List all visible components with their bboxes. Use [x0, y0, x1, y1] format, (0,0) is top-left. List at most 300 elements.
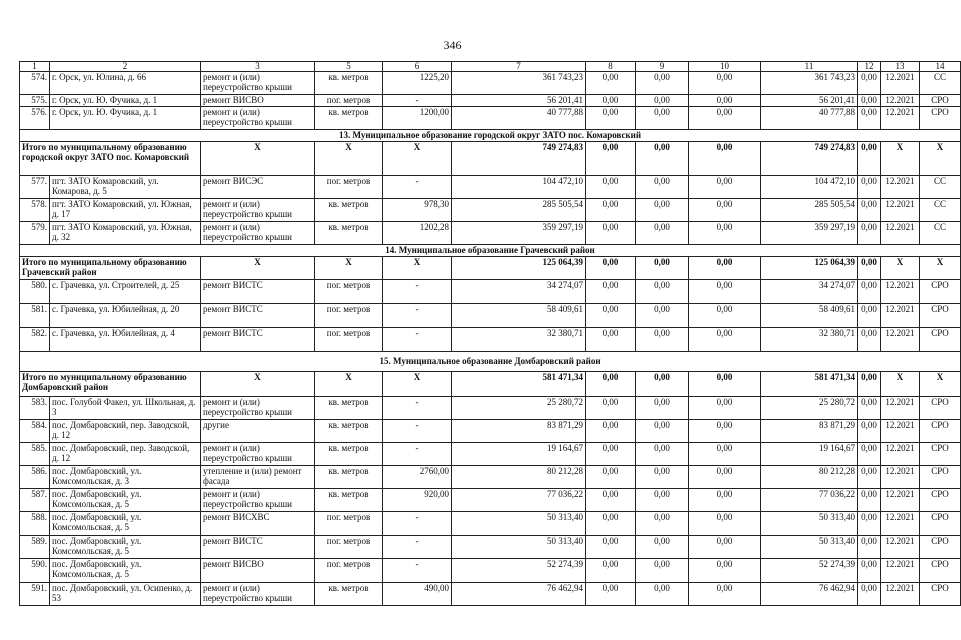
completion-date-cell: 12.2021: [881, 328, 920, 352]
total-x-mark: X: [383, 372, 452, 397]
cost-col-12: 0,00: [858, 443, 881, 466]
total-x-mark: X: [881, 372, 920, 397]
table-row: [20, 489, 961, 512]
row-number: 586.: [20, 466, 50, 489]
cost-col-9: 0,00: [636, 107, 689, 130]
cost-col-12: 0,00: [858, 420, 881, 443]
row-number: 591.: [20, 583, 50, 606]
cost-col-11: 34 274,07: [761, 280, 858, 304]
table-row: [20, 512, 961, 536]
row-number: 575.: [20, 95, 50, 107]
total-col-10: 0,00: [689, 142, 761, 176]
cost-col-12: 0,00: [858, 304, 881, 328]
row-number: 583.: [20, 397, 50, 420]
column-number: 12: [858, 62, 881, 72]
cost-col-9: 0,00: [636, 466, 689, 489]
total-col-12: 0,00: [858, 257, 881, 280]
quantity-cell: -: [383, 397, 452, 420]
cost-col-11: 77 036,22: [761, 489, 858, 512]
total-cost-cell: 76 462,94: [452, 583, 586, 606]
unit-cell: кв. метров: [315, 489, 383, 512]
address-cell: пос. Домбаровский, ул. Комсомольская, д. 5: [50, 536, 201, 559]
table-body: [20, 62, 961, 606]
work-type-cell: ремонт и (или) переустройство крыши: [201, 107, 315, 130]
cost-col-12: 0,00: [858, 583, 881, 606]
cost-col-12: 0,00: [858, 559, 881, 583]
completion-date-cell: 12.2021: [881, 559, 920, 583]
cost-col-9: 0,00: [636, 536, 689, 559]
work-type-cell: ремонт ВИСТС: [201, 280, 315, 304]
total-cost-cell: 581 471,34: [452, 372, 586, 397]
table-row: [20, 222, 961, 245]
cost-col-11: 361 743,23: [761, 72, 858, 95]
section-title: 15. Муниципальное образование Домбаровский район: [20, 352, 961, 372]
work-type-cell: ремонт и (или) переустройство крыши: [201, 583, 315, 606]
unit-cell: пог. метров: [315, 328, 383, 352]
row-number: 576.: [20, 107, 50, 130]
work-type-cell: ремонт и (или) переустройство крыши: [201, 72, 315, 95]
quantity-cell: 1202,28: [383, 222, 452, 245]
cost-col-9: 0,00: [636, 95, 689, 107]
cost-col-12: 0,00: [858, 397, 881, 420]
fund-type-cell: СРО: [920, 95, 961, 107]
fund-type-cell: СРО: [920, 443, 961, 466]
quantity-cell: -: [383, 420, 452, 443]
cost-col-9: 0,00: [636, 397, 689, 420]
quantity-cell: -: [383, 95, 452, 107]
cost-col-11: 58 409,61: [761, 304, 858, 328]
section-title: 14. Муниципальное образование Грачевский район: [20, 245, 961, 257]
cost-col-12: 0,00: [858, 536, 881, 559]
cost-col-11: 40 777,88: [761, 107, 858, 130]
cost-col-8: 0,00: [586, 222, 636, 245]
cost-col-8: 0,00: [586, 489, 636, 512]
column-number: 2: [50, 62, 201, 72]
total-cost-cell: 19 164,67: [452, 443, 586, 466]
fund-type-cell: СРО: [920, 583, 961, 606]
cost-col-10: 0,00: [689, 536, 761, 559]
table-row: [20, 559, 961, 583]
cost-col-9: 0,00: [636, 176, 689, 199]
column-number: 10: [689, 62, 761, 72]
row-number: 582.: [20, 328, 50, 352]
row-number: 577.: [20, 176, 50, 199]
cost-col-12: 0,00: [858, 512, 881, 536]
section-title-row: [20, 245, 961, 257]
capital-repair-table: [19, 61, 961, 606]
total-cost-cell: 40 777,88: [452, 107, 586, 130]
total-cost-cell: 25 280,72: [452, 397, 586, 420]
table-row: [20, 420, 961, 443]
total-x-mark: X: [315, 372, 383, 397]
row-number: 589.: [20, 536, 50, 559]
address-cell: пгт. ЗАТО Комаровский, ул. Южная, д. 32: [50, 222, 201, 245]
quantity-cell: -: [383, 536, 452, 559]
cost-col-9: 0,00: [636, 512, 689, 536]
fund-type-cell: СС: [920, 176, 961, 199]
cost-col-12: 0,00: [858, 199, 881, 222]
work-type-cell: ремонт ВИСВО: [201, 95, 315, 107]
address-cell: г. Орск, ул. Ю. Фучика, д. 1: [50, 95, 201, 107]
address-cell: г. Орск, ул. Ю. Фучика, д. 1: [50, 107, 201, 130]
cost-col-8: 0,00: [586, 466, 636, 489]
total-cost-cell: 359 297,19: [452, 222, 586, 245]
completion-date-cell: 12.2021: [881, 489, 920, 512]
table-row: [20, 304, 961, 328]
fund-type-cell: СРО: [920, 489, 961, 512]
row-number: 584.: [20, 420, 50, 443]
cost-col-8: 0,00: [586, 304, 636, 328]
fund-type-cell: СРО: [920, 420, 961, 443]
cost-col-11: 80 212,28: [761, 466, 858, 489]
address-cell: пос. Голубой Факел, ул. Школьная, д. 3: [50, 397, 201, 420]
address-cell: пгт. ЗАТО Комаровский, ул. Южная, д. 17: [50, 199, 201, 222]
cost-col-8: 0,00: [586, 199, 636, 222]
cost-col-8: 0,00: [586, 328, 636, 352]
cost-col-11: 19 164,67: [761, 443, 858, 466]
completion-date-cell: 12.2021: [881, 397, 920, 420]
cost-col-12: 0,00: [858, 107, 881, 130]
total-x-mark: X: [201, 142, 315, 176]
quantity-cell: -: [383, 280, 452, 304]
completion-date-cell: 12.2021: [881, 420, 920, 443]
cost-col-9: 0,00: [636, 304, 689, 328]
total-col-10: 0,00: [689, 372, 761, 397]
cost-col-10: 0,00: [689, 466, 761, 489]
row-number: 574.: [20, 72, 50, 95]
fund-type-cell: СС: [920, 72, 961, 95]
table-row: [20, 280, 961, 304]
column-number: 3: [201, 62, 315, 72]
unit-cell: кв. метров: [315, 466, 383, 489]
unit-cell: кв. метров: [315, 397, 383, 420]
work-type-cell: другие: [201, 420, 315, 443]
table-row: [20, 199, 961, 222]
section-total-label: Итого по муниципальному образованию Грачевский район: [20, 257, 201, 280]
total-cost-cell: 125 064,39: [452, 257, 586, 280]
row-number: 579.: [20, 222, 50, 245]
column-number-row: [20, 62, 961, 72]
cost-col-11: 359 297,19: [761, 222, 858, 245]
completion-date-cell: 12.2021: [881, 443, 920, 466]
total-cost-cell: 32 380,71: [452, 328, 586, 352]
cost-col-9: 0,00: [636, 489, 689, 512]
total-x-mark: X: [315, 257, 383, 280]
cost-col-11: 76 462,94: [761, 583, 858, 606]
table-row: [20, 443, 961, 466]
completion-date-cell: 12.2021: [881, 536, 920, 559]
unit-cell: кв. метров: [315, 107, 383, 130]
total-cost-cell: 83 871,29: [452, 420, 586, 443]
work-type-cell: ремонт ВИСХВС: [201, 512, 315, 536]
total-cost-cell: 104 472,10: [452, 176, 586, 199]
total-x-mark: X: [920, 257, 961, 280]
cost-col-11: 52 274,39: [761, 559, 858, 583]
cost-col-10: 0,00: [689, 199, 761, 222]
fund-type-cell: СРО: [920, 536, 961, 559]
page-number: 346: [443, 38, 462, 52]
total-cost-cell: 50 313,40: [452, 536, 586, 559]
quantity-cell: 490,00: [383, 583, 452, 606]
section-total-label: Итого по муниципальному образованию городской округ ЗАТО пос. Комаровский: [20, 142, 201, 176]
total-col-9: 0,00: [636, 257, 689, 280]
completion-date-cell: 12.2021: [881, 512, 920, 536]
completion-date-cell: 12.2021: [881, 280, 920, 304]
work-type-cell: утепление и (или) ремонт фасада: [201, 466, 315, 489]
quantity-cell: -: [383, 304, 452, 328]
cost-col-12: 0,00: [858, 466, 881, 489]
total-col-11: 125 064,39: [761, 257, 858, 280]
table-row: [20, 466, 961, 489]
row-number: 585.: [20, 443, 50, 466]
work-type-cell: ремонт ВИСЭС: [201, 176, 315, 199]
quantity-cell: -: [383, 559, 452, 583]
work-type-cell: ремонт и (или) переустройство крыши: [201, 199, 315, 222]
cost-col-11: 104 472,10: [761, 176, 858, 199]
cost-col-10: 0,00: [689, 280, 761, 304]
cost-col-9: 0,00: [636, 583, 689, 606]
fund-type-cell: СРО: [920, 328, 961, 352]
column-number: 11: [761, 62, 858, 72]
unit-cell: пог. метров: [315, 559, 383, 583]
total-cost-cell: 58 409,61: [452, 304, 586, 328]
quantity-cell: 1225,20: [383, 72, 452, 95]
total-x-mark: X: [201, 372, 315, 397]
table-row: [20, 72, 961, 95]
address-cell: пос. Домбаровский, ул. Осипенко, д. 53: [50, 583, 201, 606]
quantity-cell: 1200,00: [383, 107, 452, 130]
section-total-row: [20, 372, 961, 397]
cost-col-9: 0,00: [636, 328, 689, 352]
column-number: 5: [315, 62, 383, 72]
row-number: 578.: [20, 199, 50, 222]
unit-cell: кв. метров: [315, 72, 383, 95]
address-cell: с. Грачевка, ул. Юбилейная, д. 4: [50, 328, 201, 352]
unit-cell: пог. метров: [315, 536, 383, 559]
total-col-11: 749 274,83: [761, 142, 858, 176]
total-cost-cell: 34 274,07: [452, 280, 586, 304]
table-row: [20, 95, 961, 107]
work-type-cell: ремонт ВИСТС: [201, 536, 315, 559]
cost-col-10: 0,00: [689, 222, 761, 245]
cost-col-8: 0,00: [586, 95, 636, 107]
unit-cell: пог. метров: [315, 512, 383, 536]
table-row: [20, 583, 961, 606]
unit-cell: пог. метров: [315, 304, 383, 328]
fund-type-cell: СРО: [920, 107, 961, 130]
cost-col-10: 0,00: [689, 397, 761, 420]
column-number: 13: [881, 62, 920, 72]
column-number: 14: [920, 62, 961, 72]
row-number: 581.: [20, 304, 50, 328]
cost-col-10: 0,00: [689, 72, 761, 95]
completion-date-cell: 12.2021: [881, 176, 920, 199]
address-cell: пос. Домбаровский, ул. Комсомольская, д. 5: [50, 512, 201, 536]
quantity-cell: -: [383, 176, 452, 199]
column-number: 9: [636, 62, 689, 72]
section-title-row: [20, 352, 961, 372]
total-col-12: 0,00: [858, 142, 881, 176]
total-col-8: 0,00: [586, 142, 636, 176]
total-col-12: 0,00: [858, 372, 881, 397]
cost-col-10: 0,00: [689, 95, 761, 107]
completion-date-cell: 12.2021: [881, 304, 920, 328]
completion-date-cell: 12.2021: [881, 466, 920, 489]
cost-col-11: 32 380,71: [761, 328, 858, 352]
total-x-mark: X: [383, 142, 452, 176]
cost-col-9: 0,00: [636, 420, 689, 443]
cost-col-10: 0,00: [689, 176, 761, 199]
completion-date-cell: 12.2021: [881, 107, 920, 130]
cost-col-10: 0,00: [689, 420, 761, 443]
total-cost-cell: 361 743,23: [452, 72, 586, 95]
total-cost-cell: 52 274,39: [452, 559, 586, 583]
cost-col-8: 0,00: [586, 107, 636, 130]
table-row: [20, 328, 961, 352]
fund-type-cell: СРО: [920, 304, 961, 328]
work-type-cell: ремонт и (или) переустройство крыши: [201, 489, 315, 512]
total-col-10: 0,00: [689, 257, 761, 280]
cost-col-9: 0,00: [636, 199, 689, 222]
column-number: 1: [20, 62, 50, 72]
cost-col-10: 0,00: [689, 107, 761, 130]
unit-cell: пог. метров: [315, 280, 383, 304]
unit-cell: кв. метров: [315, 199, 383, 222]
total-x-mark: X: [383, 257, 452, 280]
quantity-cell: -: [383, 443, 452, 466]
unit-cell: кв. метров: [315, 420, 383, 443]
cost-col-9: 0,00: [636, 443, 689, 466]
fund-type-cell: СРО: [920, 466, 961, 489]
cost-col-10: 0,00: [689, 328, 761, 352]
unit-cell: кв. метров: [315, 443, 383, 466]
cost-col-9: 0,00: [636, 72, 689, 95]
cost-col-12: 0,00: [858, 95, 881, 107]
address-cell: пос. Домбаровский, ул. Комсомольская, д. 5: [50, 559, 201, 583]
cost-col-8: 0,00: [586, 443, 636, 466]
cost-col-11: 25 280,72: [761, 397, 858, 420]
cost-col-10: 0,00: [689, 559, 761, 583]
total-cost-cell: 50 313,40: [452, 512, 586, 536]
total-x-mark: X: [920, 372, 961, 397]
address-cell: г. Орск, ул. Юлина, д. 66: [50, 72, 201, 95]
cost-col-12: 0,00: [858, 280, 881, 304]
work-type-cell: ремонт ВИСВО: [201, 559, 315, 583]
total-x-mark: X: [315, 142, 383, 176]
total-cost-cell: 285 505,54: [452, 199, 586, 222]
address-cell: с. Грачевка, ул. Строителей, д. 25: [50, 280, 201, 304]
table-row: [20, 397, 961, 420]
cost-col-8: 0,00: [586, 280, 636, 304]
cost-col-8: 0,00: [586, 420, 636, 443]
cost-col-9: 0,00: [636, 559, 689, 583]
completion-date-cell: 12.2021: [881, 222, 920, 245]
total-col-11: 581 471,34: [761, 372, 858, 397]
cost-col-9: 0,00: [636, 222, 689, 245]
cost-col-10: 0,00: [689, 443, 761, 466]
column-number: 7: [452, 62, 586, 72]
fund-type-cell: СС: [920, 222, 961, 245]
section-title-row: [20, 130, 961, 142]
work-type-cell: ремонт и (или) переустройство крыши: [201, 397, 315, 420]
total-cost-cell: 80 212,28: [452, 466, 586, 489]
cost-col-8: 0,00: [586, 536, 636, 559]
fund-type-cell: СРО: [920, 559, 961, 583]
work-type-cell: ремонт ВИСТС: [201, 304, 315, 328]
row-number: 580.: [20, 280, 50, 304]
address-cell: пос. Домбаровский, пер. Заводской, д. 12: [50, 443, 201, 466]
total-cost-cell: 56 201,41: [452, 95, 586, 107]
cost-col-10: 0,00: [689, 583, 761, 606]
total-x-mark: X: [881, 257, 920, 280]
total-col-9: 0,00: [636, 372, 689, 397]
completion-date-cell: 12.2021: [881, 72, 920, 95]
address-cell: пос. Домбаровский, пер. Заводской, д. 12: [50, 420, 201, 443]
cost-col-8: 0,00: [586, 72, 636, 95]
cost-col-11: 50 313,40: [761, 536, 858, 559]
section-total-row: [20, 142, 961, 176]
completion-date-cell: 12.2021: [881, 95, 920, 107]
cost-col-10: 0,00: [689, 512, 761, 536]
address-cell: пос. Домбаровский, ул. Комсомольская, д. 3: [50, 466, 201, 489]
fund-type-cell: СРО: [920, 280, 961, 304]
quantity-cell: 920,00: [383, 489, 452, 512]
row-number: 588.: [20, 512, 50, 536]
cost-col-11: 56 201,41: [761, 95, 858, 107]
completion-date-cell: 12.2021: [881, 199, 920, 222]
cost-col-12: 0,00: [858, 222, 881, 245]
unit-cell: пог. метров: [315, 176, 383, 199]
cost-col-12: 0,00: [858, 328, 881, 352]
address-cell: пгт. ЗАТО Комаровский, ул. Комарова, д. 5: [50, 176, 201, 199]
quantity-cell: -: [383, 512, 452, 536]
cost-col-8: 0,00: [586, 176, 636, 199]
cost-col-10: 0,00: [689, 489, 761, 512]
cost-col-8: 0,00: [586, 512, 636, 536]
unit-cell: пог. метров: [315, 95, 383, 107]
cost-col-9: 0,00: [636, 280, 689, 304]
cost-col-10: 0,00: [689, 304, 761, 328]
total-col-8: 0,00: [586, 372, 636, 397]
unit-cell: кв. метров: [315, 222, 383, 245]
cost-col-12: 0,00: [858, 489, 881, 512]
completion-date-cell: 12.2021: [881, 583, 920, 606]
fund-type-cell: СРО: [920, 397, 961, 420]
total-cost-cell: 749 274,83: [452, 142, 586, 176]
row-number: 590.: [20, 559, 50, 583]
total-cost-cell: 77 036,22: [452, 489, 586, 512]
section-title: 13. Муниципальное образование городской округ ЗАТО пос. Комаровский: [20, 130, 961, 142]
table-row: [20, 107, 961, 130]
quantity-cell: -: [383, 328, 452, 352]
quantity-cell: 978,30: [383, 199, 452, 222]
work-type-cell: ремонт ВИСТС: [201, 328, 315, 352]
total-x-mark: X: [920, 142, 961, 176]
address-cell: пос. Домбаровский, ул. Комсомольская, д. 5: [50, 489, 201, 512]
quantity-cell: 2760,00: [383, 466, 452, 489]
total-x-mark: X: [881, 142, 920, 176]
address-cell: с. Грачевка, ул. Юбилейная, д. 20: [50, 304, 201, 328]
cost-col-8: 0,00: [586, 583, 636, 606]
fund-type-cell: СС: [920, 199, 961, 222]
section-total-label: Итого по муниципальному образованию Домбаровский район: [20, 372, 201, 397]
cost-col-8: 0,00: [586, 559, 636, 583]
cost-col-12: 0,00: [858, 72, 881, 95]
cost-col-11: 50 313,40: [761, 512, 858, 536]
cost-col-11: 285 505,54: [761, 199, 858, 222]
total-x-mark: X: [201, 257, 315, 280]
row-number: 587.: [20, 489, 50, 512]
